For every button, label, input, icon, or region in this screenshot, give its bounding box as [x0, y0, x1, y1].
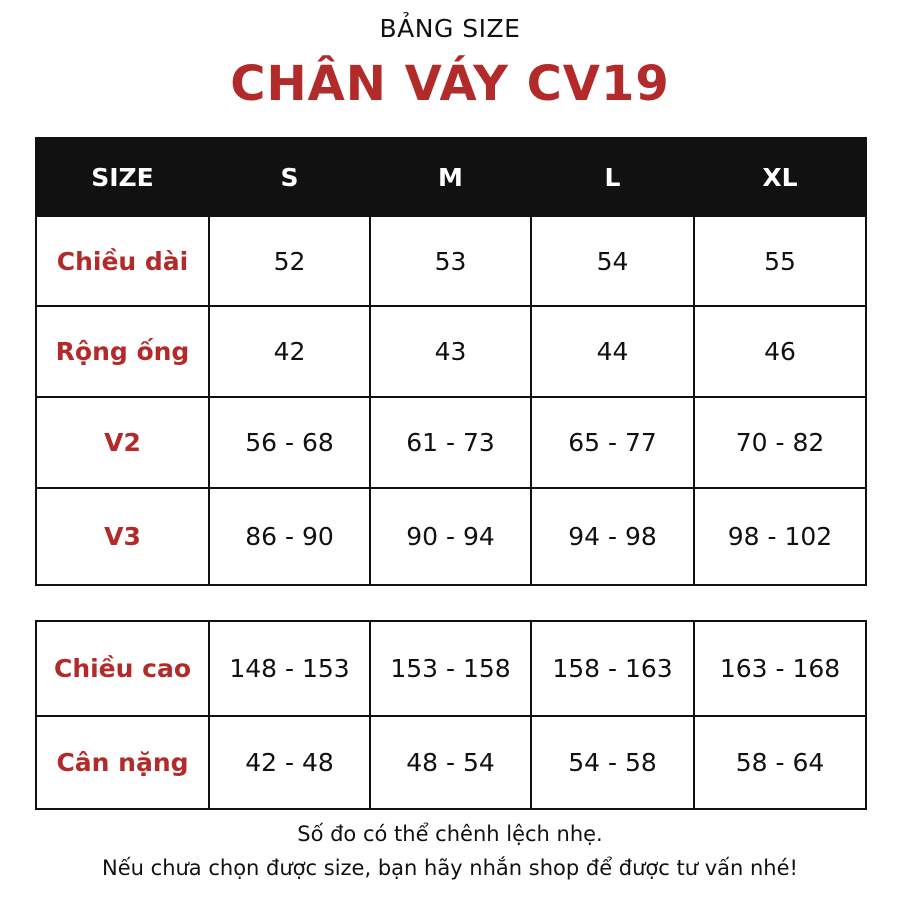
- table-cell: 94 - 98: [531, 488, 694, 585]
- table-row: [36, 488, 866, 585]
- table-cell: 52: [209, 216, 370, 306]
- table-cell: 86 - 90: [209, 488, 370, 585]
- table-cell: 42 - 48: [209, 716, 370, 809]
- table-row: [36, 716, 866, 809]
- table-row: [36, 621, 866, 716]
- row-label-weight: Cân nặng: [36, 716, 209, 809]
- table-cell: 43: [370, 306, 531, 397]
- body-size-table: [35, 620, 867, 810]
- column-header-l: L: [531, 138, 694, 216]
- row-label-hem-width: Rộng ống: [36, 306, 209, 397]
- table-cell: 58 - 64: [694, 716, 866, 809]
- size-measurement-table: [35, 137, 867, 586]
- table-cell: 54 - 58: [531, 716, 694, 809]
- row-label-length: Chiều dài: [36, 216, 209, 306]
- table-cell: 53: [370, 216, 531, 306]
- table-cell: 98 - 102: [694, 488, 866, 585]
- table-row: [36, 306, 866, 397]
- table-cell: 70 - 82: [694, 397, 866, 488]
- table-cell: 65 - 77: [531, 397, 694, 488]
- table-cell: 46: [694, 306, 866, 397]
- table-cell: 55: [694, 216, 866, 306]
- table-cell: 48 - 54: [370, 716, 531, 809]
- table-cell: 158 - 163: [531, 621, 694, 716]
- row-label-height: Chiều cao: [36, 621, 209, 716]
- column-header-m: M: [370, 138, 531, 216]
- page-title: CHÂN VÁY CV19: [230, 56, 670, 112]
- note-measurement-variance: Số đo có thể chênh lệch nhẹ.: [297, 822, 603, 846]
- table-cell: 61 - 73: [370, 397, 531, 488]
- table-cell: 44: [531, 306, 694, 397]
- table-cell: 42: [209, 306, 370, 397]
- table-row: [36, 216, 866, 306]
- table-cell: 163 - 168: [694, 621, 866, 716]
- table-cell: 148 - 153: [209, 621, 370, 716]
- row-label-v3: V3: [36, 488, 209, 585]
- note-contact-shop: Nếu chưa chọn được size, bạn hãy nhắn shop để được tư vấn nhé!: [102, 856, 798, 880]
- column-header-size: SIZE: [36, 138, 209, 216]
- column-header-xl: XL: [694, 138, 866, 216]
- page-subtitle: BẢNG SIZE: [379, 14, 521, 43]
- table-header-row: [36, 138, 866, 216]
- table-cell: 54: [531, 216, 694, 306]
- table-row: [36, 397, 866, 488]
- row-label-v2: V2: [36, 397, 209, 488]
- table-cell: 153 - 158: [370, 621, 531, 716]
- column-header-s: S: [209, 138, 370, 216]
- table-cell: 56 - 68: [209, 397, 370, 488]
- table-cell: 90 - 94: [370, 488, 531, 585]
